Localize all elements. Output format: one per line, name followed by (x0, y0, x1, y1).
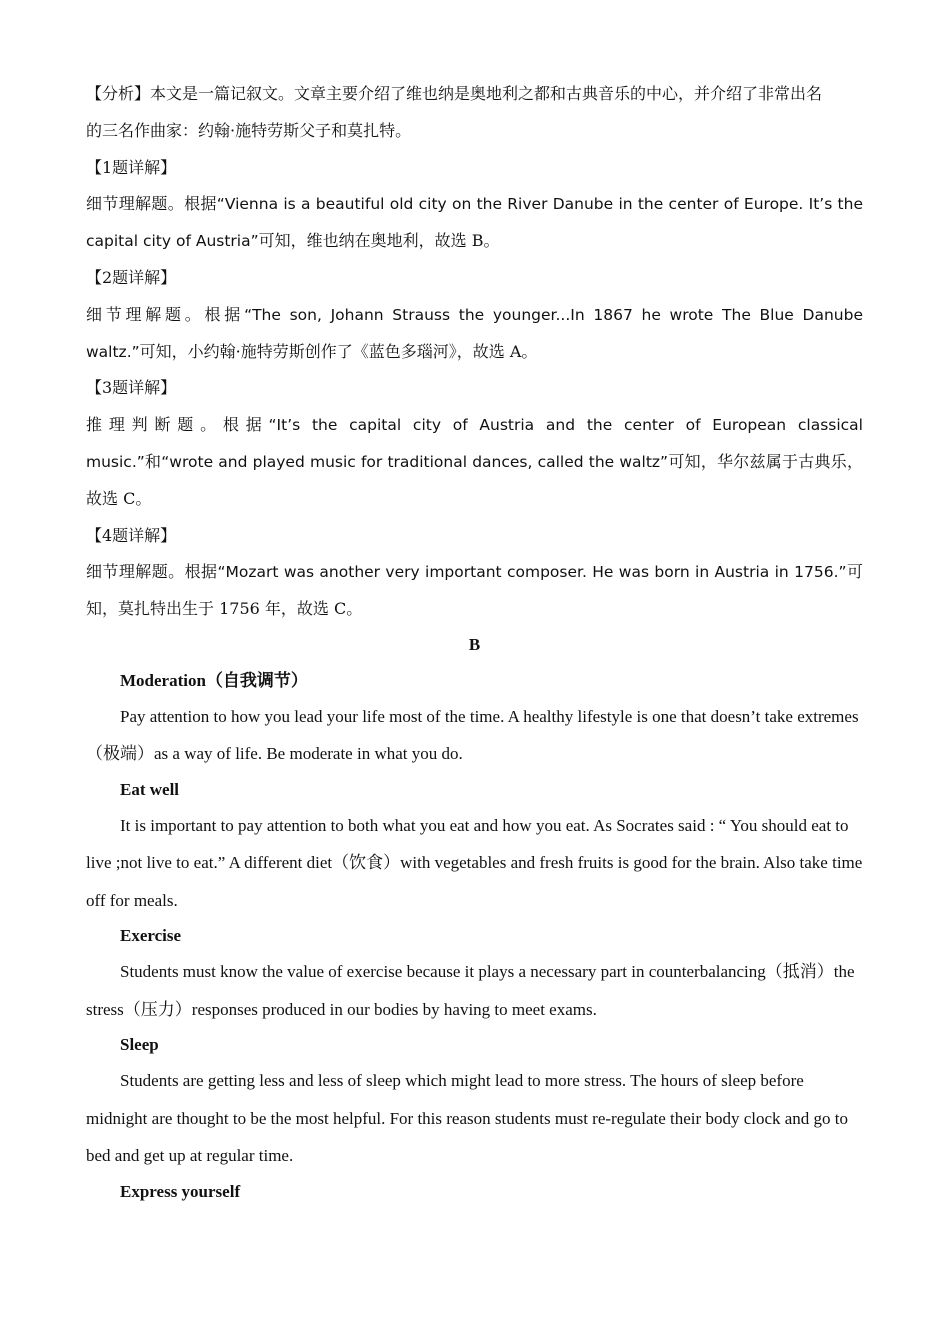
section-heading-express-yourself: Express yourself (120, 1181, 241, 1201)
section-heading-eat-well: Eat well (120, 779, 180, 799)
section-text-exercise: Students must know the value of exercise because it plays a necessary part in counterbalancing（抵消）the stress（压力）responses produced in our bodies by having to meet exams. (86, 962, 855, 1019)
q3-suffix: 可知，华尔兹属于古典乐，故选 C。 (86, 451, 863, 508)
answer-analysis-section (86, 76, 863, 628)
q1-quote: “Vienna is a beautiful old city on the River Danube in the center of Europe. It’s the capital city of Austria” (86, 195, 863, 251)
q3-quote-2: “wrote and played music for traditional dances, called the waltz” (161, 452, 669, 471)
q1-tag: 【1题详解】 (86, 157, 177, 177)
q4-prefix: 细节理解题。根据 (86, 562, 218, 582)
q2-suffix: 可知，小约翰·施特劳斯创作了《蓝色多瑙河》，故选 A。 (139, 341, 538, 361)
q1-prefix: 细节理解题。根据 (86, 194, 217, 214)
q4-suffix: 可知，莫扎特出生于 1756 年，故选 C。 (86, 562, 863, 619)
section-text-sleep: Students are getting less and less of sleep which might lead to more stress. The hours of sleep before midnight are thought to be the most helpful. For this reason students must re-regulate their body clock and go to bed and get up at regular time. (86, 1071, 849, 1165)
section-text-moderation: Pay attention to how you lead your life most of the time. A healthy lifestyle is one that doesn’t take extremes（极端）as a way of life. Be moderate in what you do. (86, 706, 859, 763)
q2-quote: “The son, Johann Strauss the younger...In 1867 he wrote The Blue Danube waltz.” (86, 305, 863, 361)
analysis-line-2: 的三名作曲家：约翰·施特劳斯父子和莫扎特。 (86, 120, 412, 140)
section-heading-sleep: Sleep (120, 1035, 159, 1054)
q3-quote-1: “It’s the capital city of Austria and the center of European classical music.” (86, 416, 863, 471)
analysis-summary (86, 76, 863, 150)
q2-explanation (86, 297, 863, 371)
q3-and: 和 (144, 451, 162, 471)
section-heading-moderation: Moderation（自我调节） (120, 670, 308, 690)
q3-explanation (86, 407, 863, 517)
q4-tag: 【4题详解】 (86, 525, 177, 545)
q4-quote: “Mozart was another very important composer. He was born in Austria in 1756.” (217, 563, 847, 582)
section-text-eat-well: It is important to pay attention to both what you eat and how you eat. As Socrates said : “ You should eat to live ;not live to eat.” A different diet（饮食）with vegetables and fresh fruits is good for the brain. Also take time off for meals. (86, 815, 863, 910)
passage-b (86, 626, 863, 1209)
passage-label: B (468, 635, 481, 654)
q4-explanation (86, 554, 863, 628)
q1-explanation (86, 186, 863, 260)
q1-suffix: 可知，维也纳在奥地利，故选 B。 (258, 231, 500, 251)
section-heading-exercise: Exercise (120, 926, 182, 945)
q3-tag: 【3题详解】 (86, 378, 177, 398)
q3-prefix: 推理判断题。根据 (86, 415, 269, 435)
q2-prefix: 细节理解题。根据 (86, 304, 245, 324)
analysis-line-1: 【分析】本文是一篇记叙文。文章主要介绍了维也纳是奥地利之都和古典音乐的中心，并介绍了非常出名 (86, 84, 823, 103)
q2-tag: 【2题详解】 (86, 267, 177, 287)
